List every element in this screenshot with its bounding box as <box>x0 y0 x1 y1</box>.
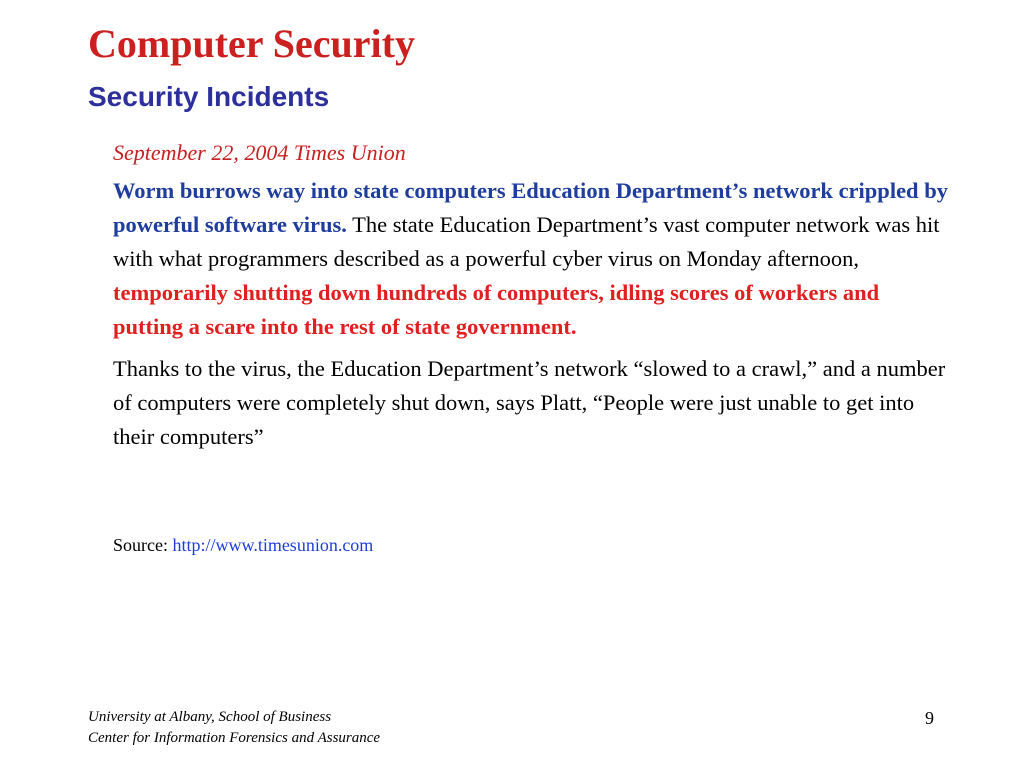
footer-line-1: University at Albany, School of Business <box>88 709 332 725</box>
article-paragraph-2: Thanks to the virus, the Education Department’s network “slowed to a crawl,” and a number of computers were completely shut down, says Platt, “People were just unable to get into their computers” <box>113 356 946 449</box>
article-headline: Worm burrows way into state computers Education Department’s network crippled by powerful software virus. <box>113 178 948 237</box>
article-dateline: September 22, 2004 Times Union <box>113 140 406 165</box>
slide-subtitle: Security Incidents <box>88 81 330 112</box>
slide-content <box>113 136 953 462</box>
footer-line-2: Center for Information Forensics and Assurance <box>88 730 381 746</box>
source-line <box>113 533 373 557</box>
footer <box>88 707 380 749</box>
article-paragraph-1 <box>113 174 953 344</box>
slide-title: Computer Security <box>88 21 415 66</box>
article-body-text: The state Education Department’s vast computer network was hit with what programmers described as a powerful cyber virus on Monday afternoon, <box>113 212 940 271</box>
source-label: Source: <box>113 535 173 555</box>
source-link[interactable]: http://www.timesunion.com <box>172 535 374 555</box>
page-number: 9 <box>925 708 934 728</box>
article-emphasis-text: temporarily shutting down hundreds of computers, idling scores of workers and putting a scare into the rest of state government. <box>113 280 880 339</box>
